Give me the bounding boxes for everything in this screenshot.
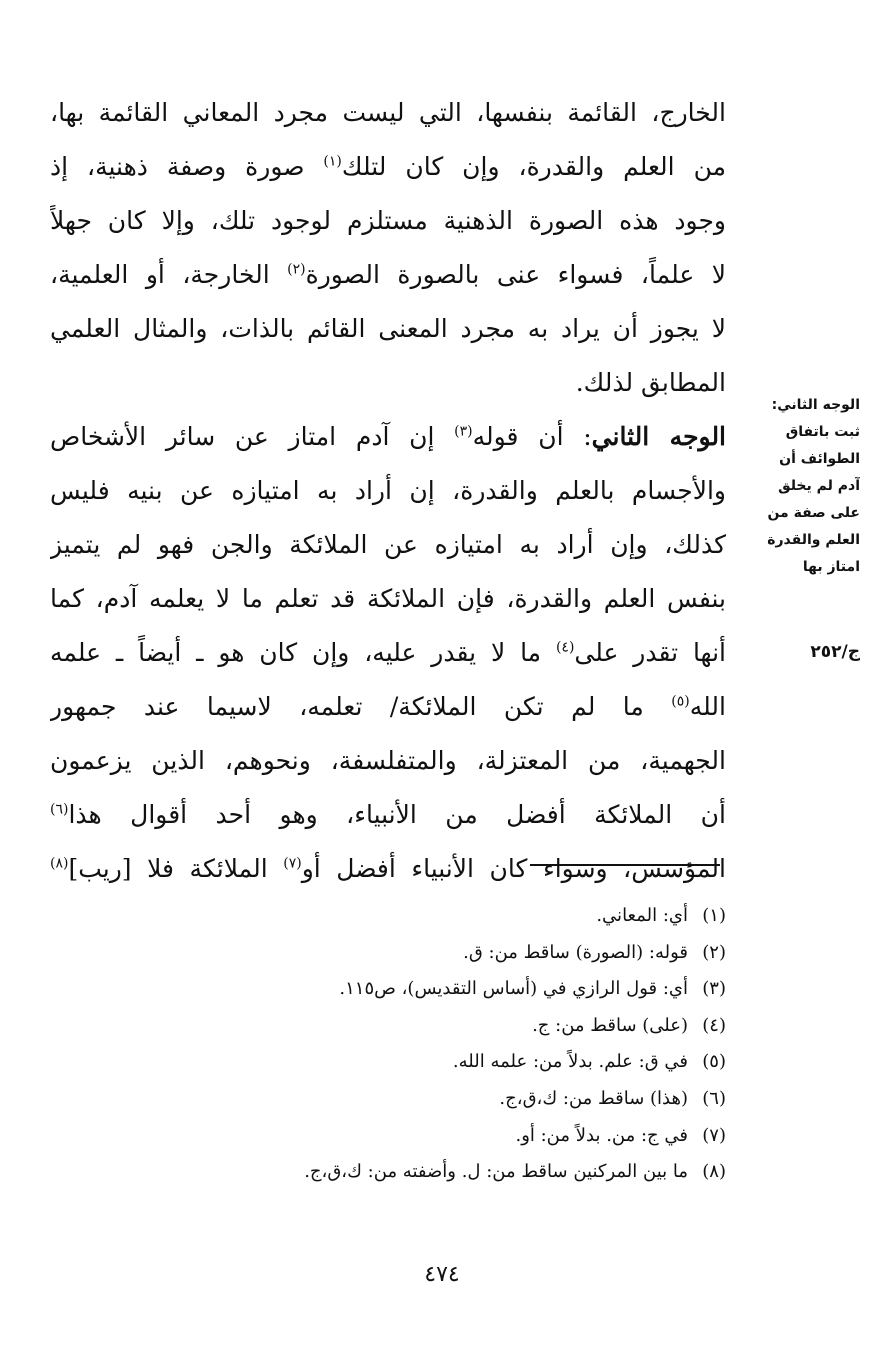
footnote-ref[interactable]: (٦): [50, 801, 69, 818]
footnote-number: (٢): [702, 941, 726, 963]
text-line: [50, 626, 726, 680]
section-heading: الوجه الثاني: [591, 422, 726, 451]
footnote-ref[interactable]: (٥): [671, 693, 690, 710]
footnote-number: (٥): [702, 1051, 726, 1073]
text-segment: الله: [689, 692, 726, 721]
footnote-number: (٧): [702, 1124, 726, 1146]
text-line: [50, 410, 726, 464]
footnote: [166, 971, 726, 1008]
footnote-number: (٨): [702, 1161, 726, 1183]
text-segment: ما لم تكن الملائكة/ تعلمه، لاسيما عند جمهور: [50, 692, 672, 721]
text-line: المطابق لذلك.: [575, 368, 726, 397]
main-text: [50, 86, 726, 896]
footnote-text: ما بين المركنين ساقط من: ل. وأضفته من: ك،ق،ج.: [304, 1161, 688, 1183]
margin-note-line: امتاز بها: [802, 559, 860, 575]
footnote-text: أي: قول الرازي في (أساس التقديس)، ص١١٥.: [339, 978, 688, 1000]
margin-note-line: العلم والقدرة: [767, 532, 860, 548]
footnote-ref[interactable]: (٣): [454, 423, 473, 440]
manuscript-volume-ref: ج/٢٥٢: [810, 642, 860, 662]
text-segment: الخارجة، أو العلمية،: [50, 260, 288, 289]
text-line: [50, 788, 726, 842]
text-segment: لا علماً، فسواء عنى بالصورة الصورة: [305, 260, 726, 289]
footnote-ref[interactable]: (٧): [283, 855, 302, 872]
footnote: [166, 1008, 726, 1045]
footnote: [166, 898, 726, 935]
footnote-text: (هذا) ساقط من: ك،ق،ج.: [499, 1087, 688, 1109]
margin-note-line: آدم لم يخلق: [778, 478, 860, 494]
footnote: [166, 935, 726, 972]
text-line: بنفس العلم والقدرة، فإن الملائكة قد تعلم ما لا يعلمه آدم، كما: [50, 584, 726, 613]
text-line: [50, 680, 726, 734]
text-segment: المؤسس، وسواء كان الأنبياء أفضل أو: [301, 854, 726, 883]
footnote-number: (٣): [702, 978, 726, 1000]
footnote-number: (١): [702, 905, 726, 926]
footnote-ref[interactable]: (١): [323, 153, 342, 170]
text-line: كذلك، وإن أراد به امتيازه عن الملائكة والجن فهو لم يتميز: [50, 530, 726, 559]
text-line: الخارج، القائمة بنفسها، التي ليست مجرد المعاني القائمة بها،: [50, 98, 726, 127]
footnote: [166, 1044, 726, 1081]
text-segment: ما لا يقدر عليه، وإن كان هو ـ أيضاً ـ علمه: [50, 638, 556, 667]
text-segment: إن آدم امتاز عن سائر الأشخاص: [50, 422, 455, 451]
text-segment: أن الملائكة أفضل من الأنبياء، وهو أحد أقوال هذا: [68, 800, 726, 829]
text-line: [50, 842, 726, 896]
margin-note-line: ثبت باتفاق: [785, 424, 860, 440]
footnote-text: في ج: من. بدلاً من: أو.: [515, 1124, 688, 1146]
margin-note-line: الوجه الثاني:: [771, 397, 860, 413]
footnote: [166, 1081, 726, 1118]
footnote-text: قوله: (الصورة) ساقط من: ق.: [463, 941, 688, 963]
text-line: لا يجوز أن يراد به مجرد المعنى القائم بالذات، والمثال العلمي: [50, 314, 726, 343]
footnote: [166, 1118, 726, 1155]
page-number: ٤٧٤: [424, 1262, 460, 1287]
footnote-number: (٤): [702, 1014, 726, 1036]
text-line: [50, 140, 726, 194]
footnote-text: أي: المعاني.: [596, 905, 688, 926]
footnote-ref[interactable]: (٨): [50, 855, 69, 872]
text-segment: من العلم والقدرة، وإن كان لتلك: [341, 152, 726, 181]
footnote-text: في ق: علم. بدلاً من: علمه الله.: [452, 1051, 688, 1073]
text-line: والأجسام بالعلم والقدرة، إن أراد به امتيازه عن بنيه فليس: [50, 476, 726, 505]
footnote-number: (٦): [702, 1087, 726, 1109]
text-segment: : أن قوله: [472, 422, 592, 451]
footnote-text: (على) ساقط من: ج.: [532, 1014, 688, 1036]
text-segment: أنها تقدر على: [574, 638, 726, 667]
footnote-separator: [530, 864, 720, 866]
text-line: [50, 248, 726, 302]
margin-note-line: على صفة من: [767, 505, 860, 521]
margin-note: [748, 392, 860, 581]
footnote-ref[interactable]: (٢): [287, 261, 306, 278]
margin-note-line: الطوائف أن: [779, 451, 860, 467]
text-segment: صورة وصفة ذهنية، إذ: [50, 152, 324, 181]
footnote-ref[interactable]: (٤): [555, 639, 575, 656]
text-line: الجهمية، من المعتزلة، والمتفلسفة، ونحوهم، الذين يزعمون: [50, 746, 726, 775]
footnote: [166, 1154, 726, 1191]
text-line: وجود هذه الصورة الذهنية مستلزم لوجود تلك، وإلا كان جهلاً: [50, 206, 726, 235]
footnotes: [166, 898, 726, 1191]
text-segment: الملائكة فلا [ريب]: [68, 854, 284, 883]
